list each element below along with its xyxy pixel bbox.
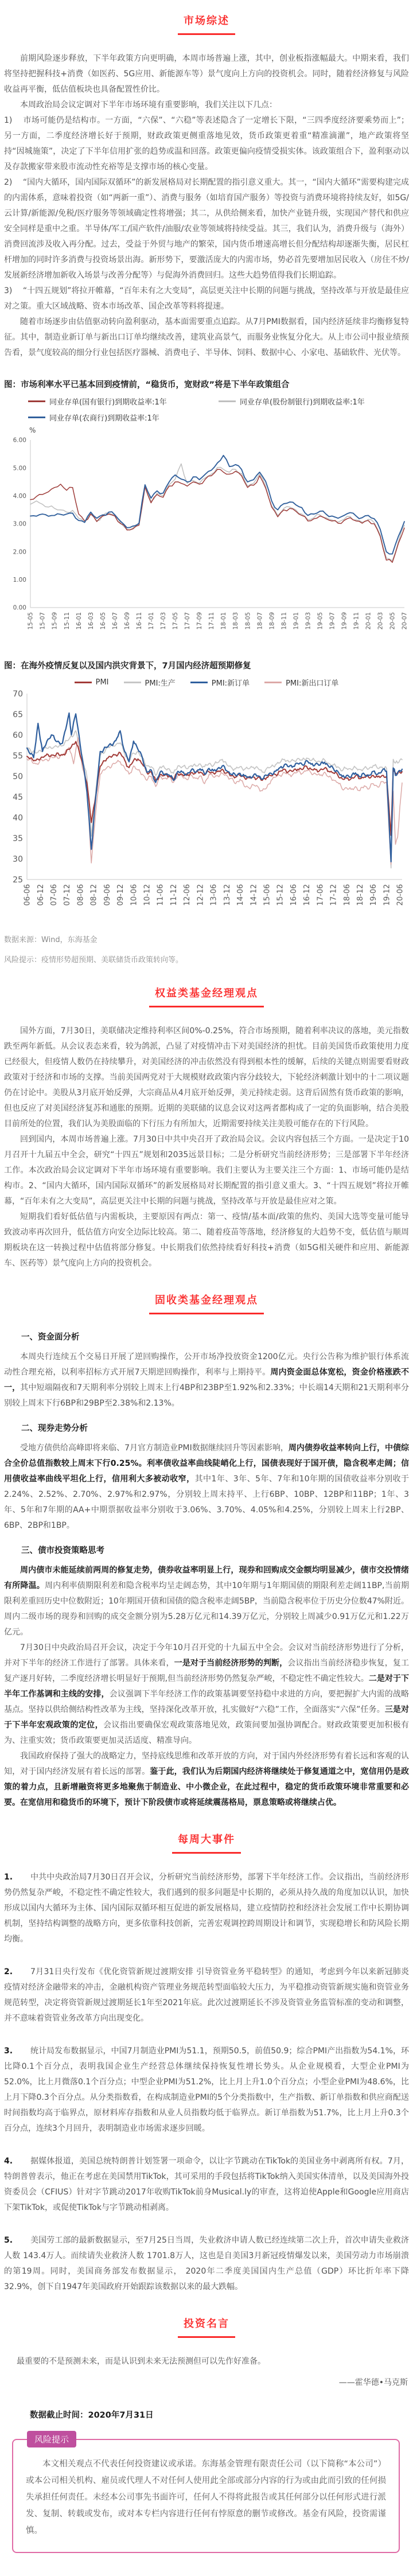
paragraph: 回到国内，本周市场普遍上涨。7月30日中共中央召开了政治局会议。会议内容包括三个方面。一是决定于10月召开十九届五中全会，研究“十四五”规划和2035远景目标；二是分析研究当前经济形势；三是部署下半年经济工作。本次政治局会议定调对下半年市场环境有重要影响。我们主要认为主要关注三个方面：1、市场可能仍是结构市。2、“国内大循环，国内国际双循环”的新发展格局对长期配置的指引意义重大。3、“十四五规划”将拉开帷幕，“百年未有之大变局”，高层更关注中长期的问题与挑战，坚持改革与开放是最佳应对之策。 <box>4 1135 409 1206</box>
svg-text:35: 35 <box>13 834 23 843</box>
svg-text:11-06: 11-06 <box>156 884 165 906</box>
event-item: 3. 统计局发布数据显示，中国7月制造业PMI为51.1，预期50.5，前值50.9；综合PMI产出指数为54.1%，环比降0.1个百分点，表明我国企业生产经营总体继续保持恢复性增长势头。从企业规模看，大型企业PMI为52.0%，比上月微落0.1个百分点；中型企业PMI为51.2%，比上月上升1.0个百分点；小型企业PMI为48.6%，比上月下降0.3个百分点。从分类指数看，在构成制造业PMI的5个分类指数中，生产指数、新订单指数和供应商配送时间指数均高于临界点，原材料库存指数和从业人员指数均低于临界点。新订单指数为51.7%，比上月上升0.3个百分点，连续3个月回升，表明制造业市场需求逐步回暖。 <box>4 2046 409 2133</box>
legend-line-swatch <box>28 400 45 402</box>
y-axis-ticks <box>13 437 26 612</box>
fixed-income-views-title: 固收类基金经理观点 <box>149 1292 264 1314</box>
legend-item: 同业存单(农商行)到期收益率:1年 <box>28 412 219 423</box>
paragraph: 本周政治局会议定调对下半年市场环境有重要影响，我们关注以下几点： <box>20 100 277 110</box>
svg-text:16-05: 16-05 <box>99 612 107 630</box>
svg-text:19-11: 19-11 <box>353 612 360 630</box>
paragraph: 周内债市未能延续前两周的修复走势，债券收益率明显上行，现券和回购成交金额均明显减少，债市交投情绪有所降温。周内利率债期限利差和隐含税率均呈走阔态势，其中10年期与1年期国债的期限利差走阔11BP,当前期限利差重回历史中位数附近；10年期国开债和国债的隐含税率走阔5BP，当前隐含税率位于历史分位数47%附近。周内二级市场的现券和回购的成交金额分别为5.28万亿元和14.39万亿元，分别较上周减少0.91万亿元和1.22万亿元。 <box>4 1566 410 1637</box>
section-title-investment-quote <box>4 2316 409 2338</box>
figure2-legend <box>4 677 409 688</box>
investment-quote-text: 最重要的不是预测未来，而是认识到未来无法预测但可以先作好准备。 <box>17 2357 266 2366</box>
svg-text:4.00: 4.00 <box>13 493 26 500</box>
svg-text:09-12: 09-12 <box>116 884 126 906</box>
svg-text:20-06: 20-06 <box>396 884 405 906</box>
sub-heading: 三、债市投资策略思考 <box>21 1546 104 1555</box>
svg-text:18-11: 18-11 <box>280 612 288 630</box>
x-axis-ticks <box>28 612 408 630</box>
svg-text:20-01: 20-01 <box>365 612 372 630</box>
equity-views-body <box>4 1024 409 1271</box>
legend-item: 同业存单(股份制银行)到期收益率:1年 <box>219 396 409 407</box>
section-title-equity-views <box>4 985 409 1007</box>
svg-text:09-06: 09-06 <box>103 884 112 906</box>
y-axis-ticks <box>13 690 23 885</box>
svg-text:15-12: 15-12 <box>276 884 285 906</box>
svg-text:0.00: 0.00 <box>13 604 26 612</box>
svg-text:18-07: 18-07 <box>256 612 264 630</box>
legend-item: PMI <box>75 677 109 688</box>
svg-text:19-05: 19-05 <box>317 612 324 630</box>
event-item: 5. 美国劳工部的最新数据显示，至7月25日当周，失业救济申请人数已经连续第二次上升，首次申请失业救济人数 143.4万人。而续请失业救济人数 1701.8万人，这也是自美国3月新冠疫情爆发以来，美国劳动力市场崩溃的第19周。同时，美国商务部发布数据显示， 2020年二季度美国国内生产总值（GDP）环比折年率下降32.9%，创下自1947年美国政府开始跟踪该数据以来的最大跌幅。 <box>4 2236 409 2291</box>
svg-text:3.00: 3.00 <box>13 520 26 528</box>
line-chart-canvas <box>4 435 409 642</box>
svg-text:16-12: 16-12 <box>303 884 312 906</box>
equity-views-title: 权益类基金经理观点 <box>149 985 264 1007</box>
figure2-line-chart <box>4 689 409 924</box>
svg-text:17-09: 17-09 <box>196 612 204 630</box>
paragraph: 前期风险逐步释放，下半年政策方向更明确，本周市场普遍上涨，其中，创业板指涨幅最大。中期来看，我们将坚持把握科技+消费（如医药、5G应用、新能源车等）景气度向上方向的投资机会。同时，随着经济修复与风险收益再平衡，低估值板块也具备配置性价比。 <box>4 54 409 94</box>
svg-text:08-06: 08-06 <box>76 884 85 906</box>
svg-text:19-03: 19-03 <box>305 612 312 630</box>
sub-heading: 一、资金面分析 <box>21 1333 80 1342</box>
figure1-line-chart <box>4 435 409 642</box>
svg-text:20-05: 20-05 <box>389 612 396 630</box>
event-item: 4. 据媒体报道，美国总统特朗普计划签署一项命令，以让字节跳动在TikTok的美国业务中剥离所有权。7月，特朗普曾表示，他正在考虑在美国禁用TikTok，其可采用的手段包括将TikTok纳入美国实体清单，以及美国海外投资委员会（CFIUS）针对字节跳动2017年收购TikTok前身Musical.ly的审查，这将迫使Apple和Google应用商店下架TikTok，或促使TikTok与字节跳动相剥离。 <box>4 2157 409 2212</box>
svg-text:30: 30 <box>13 854 23 864</box>
legend-item: PMI:新订单 <box>190 677 250 688</box>
market-overview-title: 市场综述 <box>178 13 235 35</box>
legend-item: PMI:新出口订单 <box>264 677 338 688</box>
data-cutoff-label: 数据截止时间：2020年7月31日 <box>30 2411 154 2420</box>
svg-text:16-06: 16-06 <box>289 884 298 906</box>
svg-text:20-07: 20-07 <box>401 612 408 630</box>
figure-risk-note: 风险提示：疫情形势超预期、美联储货币政策转向等。 <box>4 956 184 964</box>
svg-text:16-01: 16-01 <box>75 612 83 630</box>
investment-quote-author: ——霍华德•马克斯 <box>338 2378 408 2387</box>
svg-text:13-06: 13-06 <box>209 884 219 906</box>
fixed-income-views-body <box>4 1330 409 1811</box>
svg-text:18-06: 18-06 <box>342 884 352 906</box>
svg-text:18-09: 18-09 <box>268 612 276 630</box>
section-title-fixed-income-views <box>4 1292 409 1314</box>
figure1-unit-label: % <box>29 426 36 434</box>
svg-text:17-03: 17-03 <box>160 612 167 630</box>
svg-text:17-06: 17-06 <box>316 884 325 906</box>
svg-text:19-12: 19-12 <box>383 884 392 906</box>
svg-text:07-06: 07-06 <box>50 884 59 906</box>
svg-text:40: 40 <box>13 813 23 823</box>
svg-text:70: 70 <box>13 689 23 699</box>
x-axis-ticks <box>24 884 405 906</box>
svg-text:18-05: 18-05 <box>244 612 252 630</box>
svg-text:12-06: 12-06 <box>183 884 192 906</box>
svg-text:06-06: 06-06 <box>23 884 32 906</box>
paragraph: 随着市场逐步由估值驱动转向盈利驱动，基本面需要重点追踪。从7月PMI数据看，国内经济延续非均衡修复特征。其中，制造业新订单与新出口订单均继续改善，建筑业高景气，而服务业恢复分化大。从上市公司中报业绩预告看，景气度较高的细分行业包括医疗器械、消费电子、半导体、饲料、数据中心、小家电、基础软件、光伏等。 <box>4 317 409 357</box>
paragraph: 3) “十四五规划”将拉开帷幕，“百年未有之大变局”，高层更关注中长期的问题与挑战，坚持改革与开放是最佳应对之策。重大区域战略、资本市场改革、国企改革等料将提速。 <box>4 286 409 311</box>
sub-heading: 二、现券走势分析 <box>21 1424 88 1433</box>
paragraph: 1) 市场可能仍是结构市。一方面，“六保”、“六稳”等表述隐含了一定增长下限，“三四季度经济要乘势而上”；另一方面，二季度经济增长好于预期，财政政策更侧重落地见效，货币政策更着重“精准滴灌”，地产政策将坚持“因城施策”，决定了下半年信用扩张的趋势或温和回落。政策更偏向疫情受损实体。该政策组合下，盈利驱动以及存款搬家带来股市流动性充裕等是支撑市场的核心变量。 <box>4 116 409 172</box>
svg-text:18-01: 18-01 <box>220 612 228 630</box>
svg-text:2.00: 2.00 <box>13 548 26 556</box>
svg-text:13-12: 13-12 <box>223 884 232 906</box>
svg-text:17-05: 17-05 <box>172 612 180 630</box>
svg-text:19-09: 19-09 <box>341 612 348 630</box>
legend-line-swatch <box>75 682 92 683</box>
svg-text:06-12: 06-12 <box>36 884 45 906</box>
market-overview-body <box>4 51 409 361</box>
legend-line-swatch <box>219 400 236 402</box>
svg-text:6.00: 6.00 <box>13 437 26 444</box>
svg-text:08-12: 08-12 <box>89 884 99 906</box>
svg-text:19-07: 19-07 <box>329 612 336 630</box>
paragraph: 我国政府保持了强大的战略定力，坚持底线思维和改革开放的方向，对于国内外经济形势有着长远和客观的认知，对于国内经济发展有着长远的部署。鉴于此，我们认为后期国内经济将继续处于修复通道之中，宽信用仍是政策的着力点，且新增融资将更多地聚焦于制造业、中小微企业，在此过程中，稳定的货币政策环境非常重要和必要。在宽信用和稳货币的环境下，预计下阶段债市或将延续震荡格局，票息策略或将继续占优。 <box>4 1752 409 1807</box>
svg-text:12-12: 12-12 <box>196 884 205 906</box>
svg-text:18-03: 18-03 <box>232 612 240 630</box>
svg-text:15-11: 15-11 <box>63 612 71 630</box>
svg-text:16-07: 16-07 <box>111 612 119 630</box>
svg-text:15-06: 15-06 <box>263 884 272 906</box>
data-source-note: 数据来源：Wind，东海基金 <box>4 936 98 944</box>
svg-text:11-12: 11-12 <box>170 884 178 906</box>
figure1-title: 图：市场利率水平已基本回到疫情前，“稳货币，宽财政”将是下半年政策组合 <box>4 380 290 390</box>
disclaimer-text: 本文相关观点不代表任何投资建议或承诺。东海基金管理有限责任公司（以下简称“本公司”）或本公司相关机构、雇员或代理人不对任何人使用此全部或部分内容的行为或由此而引致的任何损失承担任何责任。未经本公司事先书面许可，任何人不得将此报告或其任何部分以任何形式进行派发、复制、转载或发布，或对本专栏内容进行任何有悖原意的删节或修改。基金有风险，投资需谨慎。 <box>26 2460 386 2535</box>
svg-text:19-01: 19-01 <box>293 612 300 630</box>
svg-text:07-12: 07-12 <box>63 884 72 906</box>
svg-text:5.00: 5.00 <box>13 465 26 472</box>
svg-text:14-12: 14-12 <box>250 884 259 906</box>
svg-text:17-01: 17-01 <box>148 612 155 630</box>
svg-text:1.00: 1.00 <box>13 577 26 584</box>
legend-item: 同业存单(国有银行)到期收益率:1年 <box>28 396 219 407</box>
series-line <box>27 738 402 864</box>
legend-line-swatch <box>190 682 208 683</box>
svg-text:17-07: 17-07 <box>184 612 192 630</box>
paragraph: 国外方面，7月30日，美联储决定维持利率区间0%-0.25%，符合市场预期，随着利率决议的落地，美元指数跌至两年新低。从会议表态来看，较为鸽派，凸显了对疫情冲击下对美国经济的担忧。目前美国货币政策使用力度已经很大，但疫情人数仍在持续攀升，对美国经济的冲击依然没有得到根本性的缓解，后续的关键点则需要看财政政策对于经济和市场的支撑。当前美国两党对于大规模财政政策内容分歧较大，下轮经济刺激计划中的十二项议题仍在讨论中。美股从3月底开始反弹，大宗商品从4月底开始反弹，美元持续走弱。这背后固然有货币政策的影响，但也反应了对美国经济复苏和通胀的预期。近期的美联储的议息会议对这两者都构成了一定的负面影响，结合美股目前所处的位置，我们认为美股面临的下行压力有所加大，近期需要持续关注美股可能存在的下行风险。 <box>4 1026 409 1129</box>
svg-text:19-06: 19-06 <box>369 884 379 906</box>
section-title-market-overview <box>4 13 409 35</box>
svg-text:17-11: 17-11 <box>208 612 216 630</box>
line-chart-canvas <box>4 689 409 924</box>
figure1-legend <box>4 396 409 423</box>
weekly-events-list <box>4 1870 409 2295</box>
svg-text:17-12: 17-12 <box>329 884 338 906</box>
svg-text:10-12: 10-12 <box>143 884 152 906</box>
svg-text:25: 25 <box>13 875 23 885</box>
series-line <box>30 456 404 554</box>
figure2-title: 图：在海外疫情反复以及国内洪灾背景下，7月国内经济超预期修复 <box>4 661 251 671</box>
series-line <box>30 464 404 561</box>
svg-text:55: 55 <box>13 751 23 761</box>
legend-line-swatch <box>28 417 45 418</box>
svg-text:16-09: 16-09 <box>123 612 131 630</box>
legend-line-swatch <box>264 682 282 683</box>
svg-text:10-06: 10-06 <box>130 884 139 906</box>
svg-text:50: 50 <box>13 772 23 781</box>
series-line <box>27 742 402 836</box>
svg-text:15-07: 15-07 <box>39 612 46 630</box>
paragraph: 7月30日中央政治局召开会议，决定于今年10月召开党的十九届五中全会。会议对当前经济形势进行了分析，并对下半年的经济工作进行了部署。具体来看，一是对于当前经济形势的判断，会议指出当前经济稳步恢复，复工复产逐月好转，二季度经济增长明显好于预期,但当前经济形势仍然复杂严峻，不稳定性不确定性较大。二是对于下半年工作基调和主线的安排，会议强调下半年经济工作的政策基调要坚持稳中求进的方向，要把握扩大内需的战略基点。坚持以供给侧结构性改革为主线，坚持深化改革开放，扎实做好“六稳”工作，全面落实“六保”任务。三是对于下半年宏观政策的定位，会议指出要确保宏观政策落地见效，政策间要加强协调配合。财政政策要更加积极有为、注重实效；货币政策要更加灵活适度、精准导向。 <box>4 1643 410 1745</box>
svg-text:18-12: 18-12 <box>356 884 365 906</box>
paragraph: 短期我们看好低估值与内需板块，主要原因有两点：第一、疫情/基本面/政策的焦灼、美国大选等变量可能导致波动率再次回升，低估值方向安全边际比较高。第二、随着疫苗等落地，经济修复的大趋势不变，低估值与顺周期板块在这一转换过程中估值将部分修复。中长期我们依然持续看好科技+消费（如5G相关硬件和应用、新能源车、医药等）景气度向上方向的投资机会。 <box>4 1212 409 1268</box>
legend-item: PMI:生产 <box>124 677 176 688</box>
paragraph: 2) “国内大循环，国内国际双循环”的新发展格局对长期配置的指引意义重大。其一，“国内大循环”需要构建完成的内需体系，意味着投资（如“两新一重”）、消费与服务（如培育国产服务）等投资与消费环境将持续友好，如5G/云计算/新能源/免税/医疗服务等领域确定性将增强；其二，从供给侧来看，加快产业链升级，实现国产替代和供应安全同样是重中之重。半导体/军工/国产软件/油服/农业等领域将持续受益。其三，我们认为，消费升级与（海外）消费回流涉及收入再分配。过去，受益于外贸与地产的繁荣，国内货币增速高增长但分配结构却逐渐失衡，居民杠杆增加的同时许多消费与投资场景出海。新形势下，要激活庞大的内需市场，势必首先要增加居民收入（房住不炒/发展新经济增加新收入场景与改善分配等）与促海外消费回归。这些大趋势值得我们长期追踪。 <box>4 178 409 280</box>
event-item: 1. 中共中央政治局7月30日召开会议，分析研究当前经济形势，部署下半年经济工作。会议指出，当前经济形势仍然复杂严峻，不稳定性不确定性较大，我们遇到的很多问题是中长期的，必须从持久战的角度加以认识，加快形成以国内大循环为主体、国内国际双循环相互促进的新发展格局，建立疫情防控和经济社会发展工作中长期协调机制，坚持结构调整的战略方向，更多依靠科技创新，完善宏观调控跨周期设计和调节，实现稳增长和防风险长期均衡。 <box>4 1873 409 1944</box>
svg-text:20-03: 20-03 <box>377 612 384 630</box>
svg-text:60: 60 <box>13 730 23 740</box>
svg-text:16-03: 16-03 <box>87 612 95 630</box>
svg-text:45: 45 <box>13 792 23 802</box>
svg-text:15-05: 15-05 <box>27 612 34 630</box>
svg-text:65: 65 <box>13 710 23 719</box>
disclaimer-box-label: 风险提示 <box>27 2431 76 2447</box>
svg-text:14-06: 14-06 <box>236 884 246 906</box>
series-line <box>30 469 404 562</box>
disclaimer-box <box>12 2434 400 2553</box>
svg-text:15-09: 15-09 <box>51 612 59 630</box>
paragraph: 受地方债供给高峰即将来临、7月官方制造业PMI数据继续回升等因素影响，周内债券收益率转向上行，中债综合全价总值指数较上周末下行0.25%。利率债收益率曲线陡峭化上行，国债表现好于国开债，隐含税率走阔；信用债收益率曲线平坦化上行，信用利大多被动收窄，其中1年、3年、5年、7年和10年期的国债收益率分别收于2.24%、2.52%、2.70%、2.97%和2.97%，分别较上周末持平、上行6BP、10BP、12BP和11BP；1年、3年、5年和7年期的AA+中期票据收益率分别收于3.06%、3.70%、4.05%和4.25%，分别较上周末上行2BP、6BP、2BP和1BP。 <box>4 1443 410 1530</box>
investment-quote-title: 投资名言 <box>178 2316 235 2338</box>
weekly-events-title: 每周大事件 <box>172 1831 241 1854</box>
event-item: 2. 7月31日央行发布《优化资管新规过渡期安排 引导资管业务平稳转型》的通知，考虑到今年以来新冠肺炎疫情对经济金融带来的冲击，金融机构资产管理业务规范转型面临较大压力，为平稳推动资管新规实施和资管业务规范转型，决定将资管新规过渡期延长1年至2021年底。此次过渡期延长不涉及资管业务监管标准的变动和调整，并不意味着资管业务改革方向出现变化。 <box>4 1967 409 2023</box>
legend-line-swatch <box>124 682 141 683</box>
svg-text:16-11: 16-11 <box>136 612 143 630</box>
series-line <box>27 731 402 868</box>
section-title-weekly-events <box>4 1831 409 1854</box>
paragraph: 本周央行连续五个交易日开展了逆回购操作，公开市场净投放资金1200亿元。央行公告称为维护银行体系流动性合理充裕，以利率招标方式开展7天期逆回购操作，利率与上期持平。周内资金面总体宽松，资金价格涨跌不一，其中短端隔夜和7天期利率分别较上周末上行4BP和23BP至1.92%和2.33%；中长端14天期和21天期利率分别较上周末下行6BP和29BP至2.38%和2.13%。 <box>4 1352 410 1408</box>
